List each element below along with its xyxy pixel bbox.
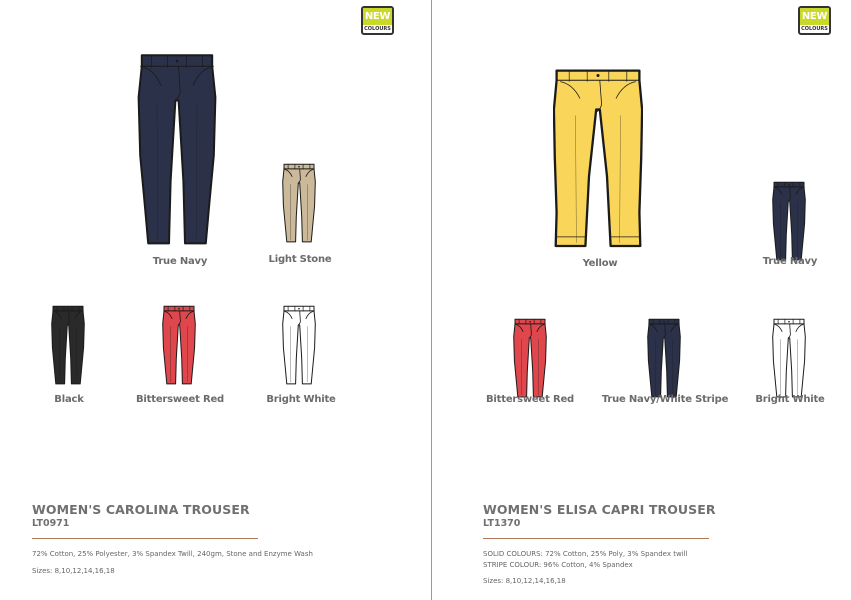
badge-colours-text: COLOURS (364, 26, 391, 32)
trouser-bittersweet-red[interactable] (162, 305, 196, 385)
trouser-icon (282, 163, 316, 243)
trouser-true-navy[interactable] (772, 181, 806, 261)
trouser-icon (162, 305, 196, 385)
trouser-icon (772, 318, 806, 398)
trouser-icon (513, 318, 547, 398)
swatch-label-true-navy: True Navy (152, 256, 208, 267)
swatch-label-true-navy: True Navy (762, 256, 818, 267)
new-colours-badge (798, 6, 831, 35)
trouser-bittersweet-red[interactable] (513, 318, 547, 398)
right-page (432, 0, 851, 600)
swatch-label-yellow: Yellow (582, 258, 618, 269)
swatch-label-bittersweet-red: Bittersweet Red (136, 394, 224, 405)
product-title: WOMEN'S ELISA CAPRI TROUSER (483, 502, 716, 517)
swatch-label-bright-white: Bright White (755, 394, 825, 405)
sizes-text: Sizes: 8,10,12,14,16,18 (483, 577, 566, 585)
trouser-icon (282, 305, 316, 385)
product-code: LT1370 (483, 518, 521, 529)
fabric-description-stripe: STRIPE COLOUR: 96% Cotton, 4% Spandex (483, 561, 633, 569)
trouser-bright-white[interactable] (282, 305, 316, 385)
swatch-label-bright-white: Bright White (266, 394, 336, 405)
trouser-true-navy-white-stripe[interactable] (647, 318, 681, 398)
product-title: WOMEN'S CAROLINA TROUSER (32, 502, 250, 517)
trouser-icon (137, 52, 217, 246)
badge-colours-text: COLOURS (801, 26, 828, 32)
badge-new-text: NEW (800, 8, 829, 25)
new-colours-badge (361, 6, 394, 35)
fabric-description-solid: SOLID COLOURS: 72% Cotton, 25% Poly, 3% Spandex twill (483, 550, 688, 558)
trouser-icon (647, 318, 681, 398)
swatch-label-bittersweet-red: Bittersweet Red (486, 394, 574, 405)
fabric-description: 72% Cotton, 25% Polyester, 3% Spandex Twill, 240gm, Stone and Enzyme Wash (32, 550, 313, 558)
title-underline (32, 538, 258, 539)
product-code: LT0971 (32, 518, 70, 529)
title-underline (483, 538, 709, 539)
trouser-icon (772, 181, 806, 261)
trouser-true-navy[interactable] (137, 52, 217, 246)
swatch-label-black: Black (54, 394, 84, 405)
trouser-icon (553, 67, 643, 249)
trouser-bright-white[interactable] (772, 318, 806, 398)
badge-new-text: NEW (363, 8, 392, 25)
trouser-yellow[interactable] (553, 67, 643, 249)
swatch-label-light-stone: Light Stone (268, 254, 332, 265)
sizes-text: Sizes: 8,10,12,14,16,18 (32, 567, 115, 575)
trouser-black[interactable] (51, 305, 85, 385)
trouser-light-stone[interactable] (282, 163, 316, 243)
swatch-label-true-navy-white-stripe: True Navy/White Stripe (601, 394, 729, 405)
trouser-icon (51, 305, 85, 385)
